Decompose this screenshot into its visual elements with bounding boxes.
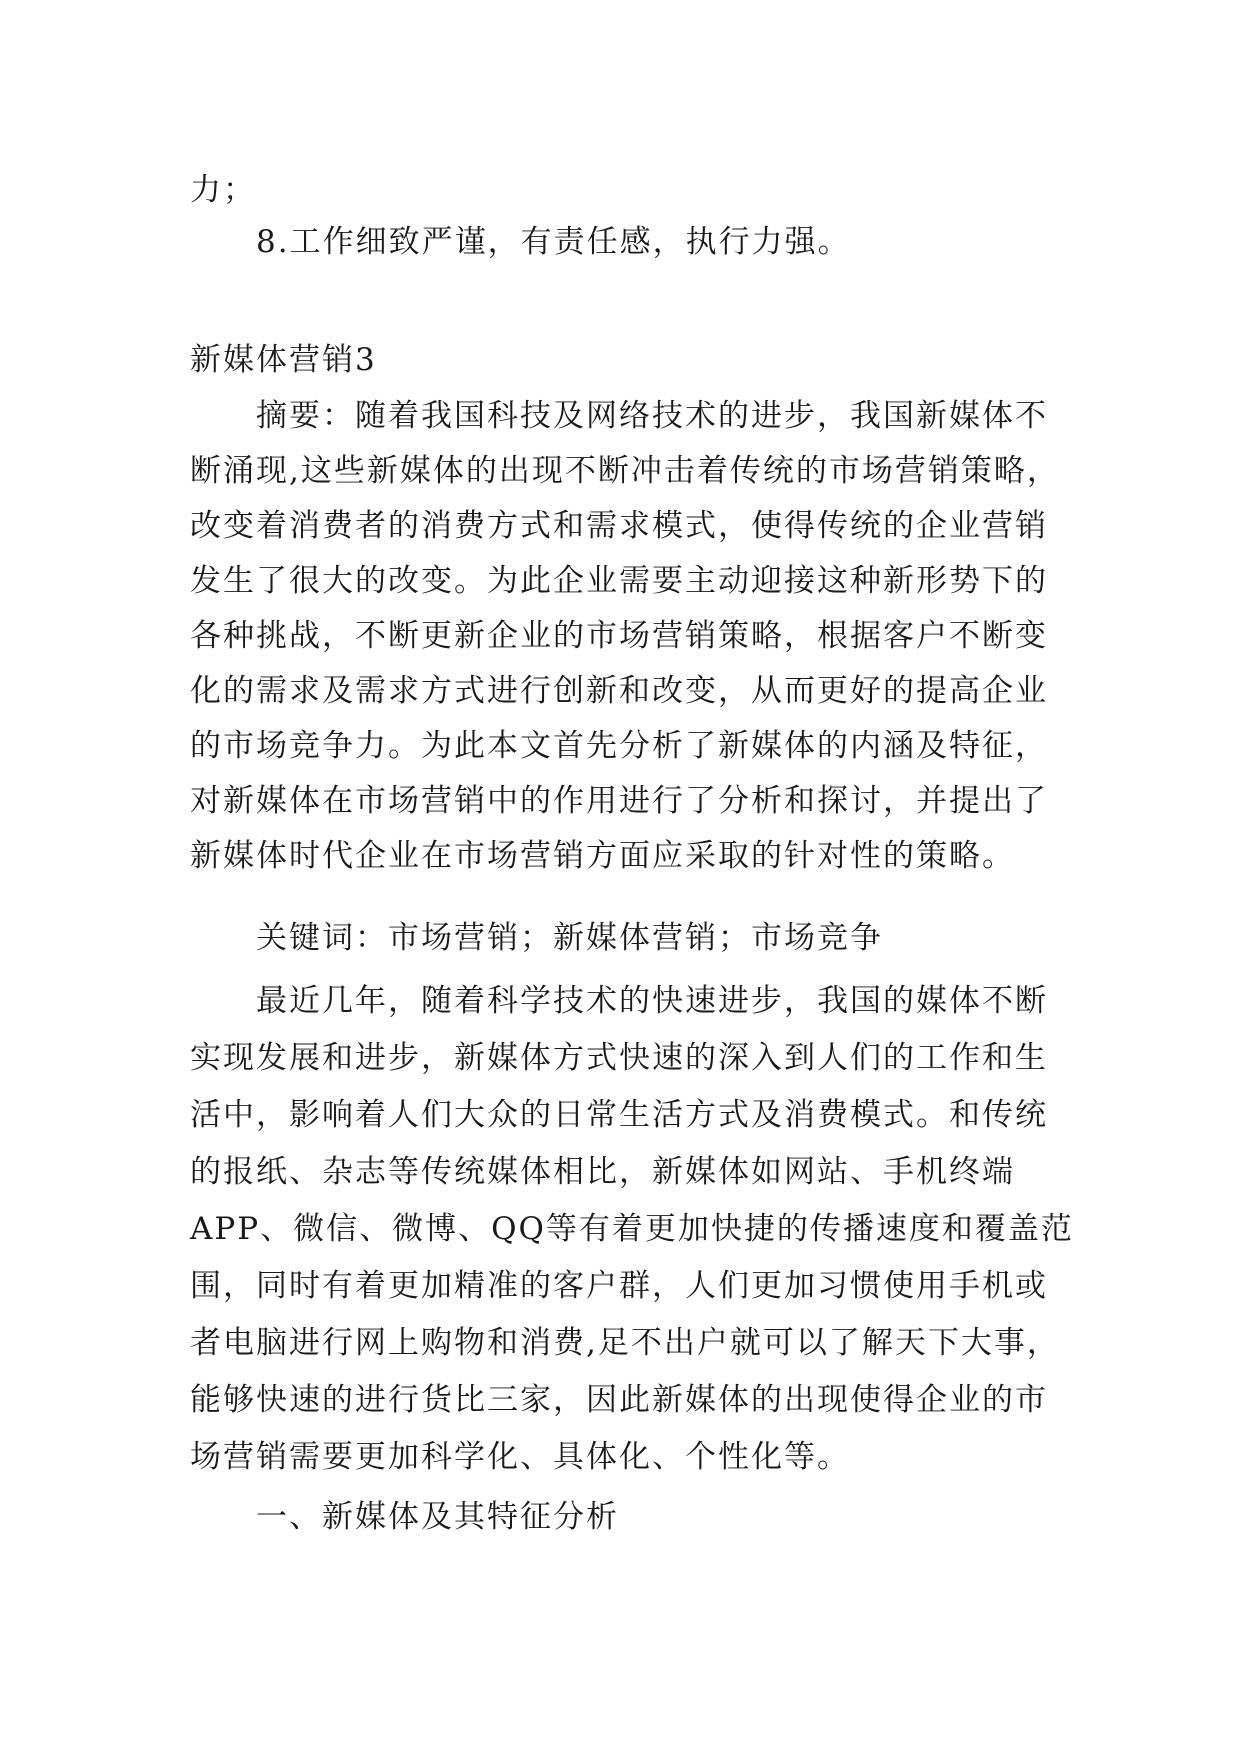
abstract-line: 摘要：随着我国科技及网络技术的进步，我国新媒体不 bbox=[256, 398, 1048, 434]
intro-line: 围，同时有着更加精准的客户群，人们更加习惯使用手机或 bbox=[190, 1268, 1048, 1304]
abstract-line: 化的需求及需求方式进行创新和改变，从而更好的提高企业 bbox=[190, 673, 1048, 709]
abstract-line: 的市场竞争力。为此本文首先分析了新媒体的内涵及特征， bbox=[190, 728, 1048, 764]
intro-line: 实现发展和进步，新媒体方式快速的深入到人们的工作和生 bbox=[190, 1040, 1048, 1076]
abstract-line: 改变着消费者的消费方式和需求模式，使得传统的企业营销 bbox=[190, 508, 1048, 544]
intro-line: 活中，影响着人们大众的日常生活方式及消费模式。和传统 bbox=[190, 1097, 1048, 1133]
abstract-line: 各种挑战，不断更新企业的市场营销策略，根据客户不断变 bbox=[190, 618, 1048, 654]
intro-line: 者电脑进行网上购物和消费,足不出户就可以了解天下大事， bbox=[190, 1325, 1060, 1361]
intro-line: 最近几年，随着科学技术的快速进步，我国的媒体不断 bbox=[256, 983, 1048, 1019]
abstract-line: 对新媒体在市场营销中的作用进行了分析和探讨，并提出了 bbox=[190, 783, 1048, 819]
section-title: 新媒体营销3 bbox=[190, 342, 377, 378]
section-heading-1: 一、新媒体及其特征分析 bbox=[256, 1499, 619, 1535]
intro-line: APP、微信、微博、QQ等有着更加快捷的传播速度和覆盖范 bbox=[190, 1211, 1074, 1247]
abstract-line: 新媒体时代企业在市场营销方面应采取的针对性的策略。 bbox=[190, 838, 1015, 874]
intro-line: 场营销需要更加科学化、具体化、个性化等。 bbox=[190, 1439, 850, 1475]
intro-line: 能够快速的进行货比三家，因此新媒体的出现使得企业的市 bbox=[190, 1382, 1048, 1418]
keywords-line: 关键词：市场营销；新媒体营销；市场竞争 bbox=[256, 920, 883, 956]
previous-item-tail: 力； bbox=[190, 172, 256, 208]
abstract-line: 发生了很大的改变。为此企业需要主动迎接这种新形势下的 bbox=[190, 563, 1048, 599]
intro-line: 的报纸、杂志等传统媒体相比，新媒体如网站、手机终端 bbox=[190, 1154, 1015, 1190]
requirement-item-8: 8.工作细致严谨，有责任感，执行力强。 bbox=[256, 224, 851, 260]
abstract-line: 断涌现,这些新媒体的出现不断冲击着传统的市场营销策略， bbox=[190, 453, 1060, 489]
